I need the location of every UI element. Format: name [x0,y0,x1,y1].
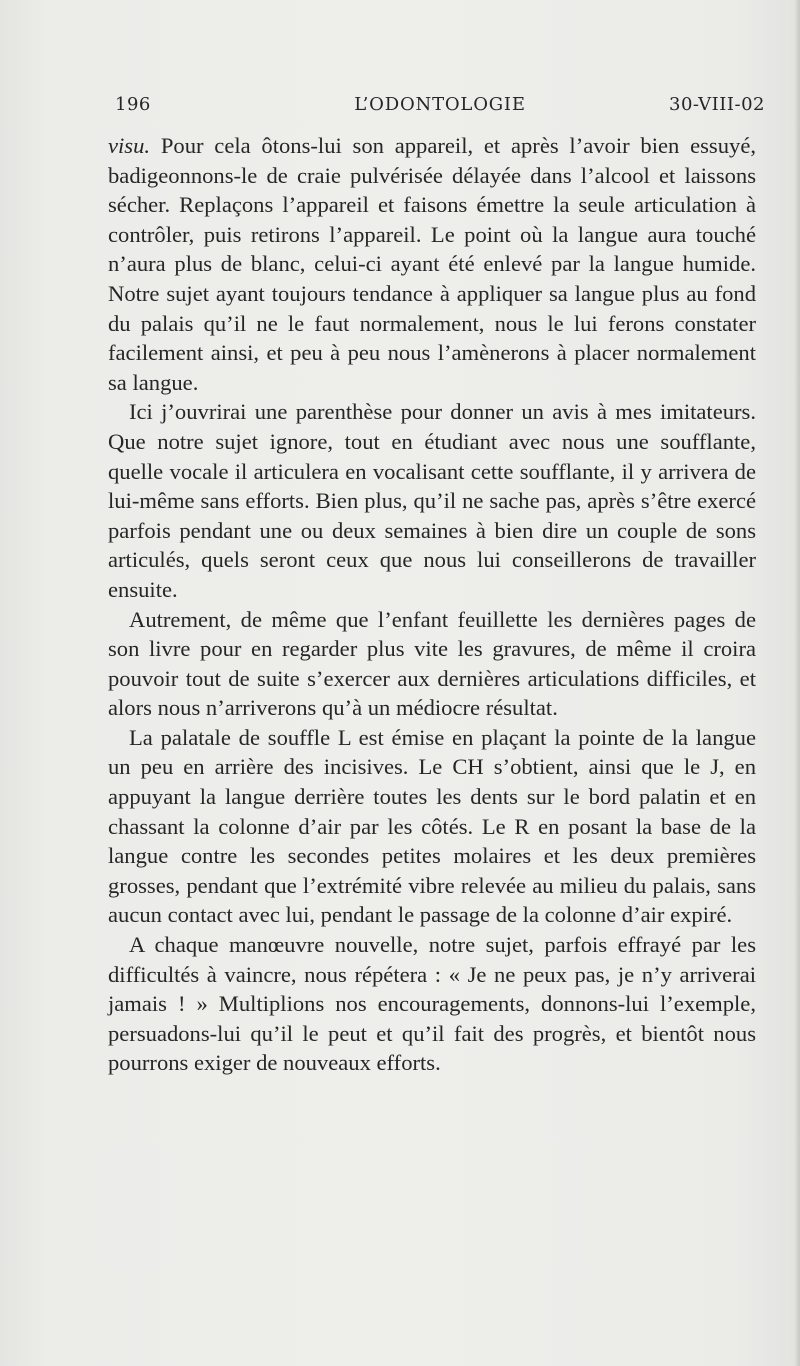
paragraph-3: Autrement, de même que l’enfant feuillette les dernières pages de son livre pour en regarder plus vite les gravures, de même il croira pouvoir tout de suite s’exercer aux dernières articulations difficiles, et alors nous n’arriverons qu’à un médiocre résultat. [108,606,756,721]
paragraph-2: Ici j’ouvrirai une parenthèse pour donner un avis à mes imitateurs. Que notre sujet ignore, tout en étudiant avec nous une soufflante, quelle vocale il articulera en vocalisant cette soufflante, il y arrivera de lui-même sans efforts. Bien plus, qu’il ne sache pas, après s’être exercé parfois pendant une ou deux semaines à bien dire un couple de sons articulés, quels seront ceux que nous lui conseillerons de travailler ensuite. [108,399,756,602]
paragraph-1 [108,131,756,397]
paragraph-1-italic-lead: visu. [108,133,151,158]
issue-date: 30-VIII-02 [669,94,765,115]
paragraph-5: A chaque manœuvre nouvelle, notre sujet, parfois effrayé par les difficultés à vaincre, nous répétera : « Je ne peux pas, je n’y arriverai jamais ! » Multiplions nos encouragements, donnons-lui l’exemple, persuadons-lui qu’il le peut et qu’il fait des progrès, et bientôt nous pourrons exiger de nouveaux efforts. [108,932,756,1076]
journal-title: L’ODONTOLOGIE [354,94,526,115]
page-number: 196 [115,94,151,115]
paragraph-4: La palatale de souffle L est émise en plaçant la pointe de la langue un peu en arrière des incisives. Le CH s’obtient, ainsi que le J, en appuyant la langue derrière toutes les dents sur le bord palatin et en chassant la colonne d’air par les côtés. Le R en posant la base de la langue contre les secondes petites molaires et les deux premières grosses, pendant que l’extrémité vibre relevée au milieu du palais, sans aucun contact avec lui, pendant le passage de la colonne d’air expiré. [108,724,756,928]
running-head [115,94,765,120]
page-edge-shadow [794,0,800,1366]
paragraph-1-text: Pour cela ôtons-lui son appareil, et après l’avoir bien essuyé, badigeonnons-le de craie pulvérisée délayée dans l’alcool et laissons sécher. Replaçons l’appareil et faisons émettre la seule articulation à contrôler, puis retirons l’appareil. Le point où la langue aura touché n’aura plus de blanc, celui-ci ayant été enlevé par la langue humide. Notre sujet ayant toujours tendance à appliquer sa langue plus au fond du palais qu’il ne le faut normalement, nous le lui ferons constater facilement ainsi, et peu à peu nous l’amènerons à placer normalement sa langue. [108,133,756,395]
body-text [108,131,756,1078]
